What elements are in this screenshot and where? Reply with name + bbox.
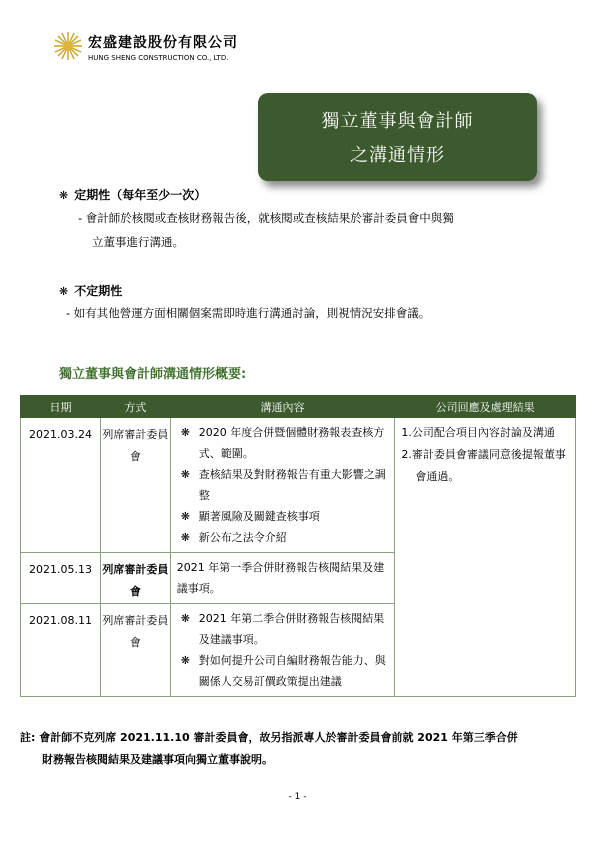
page-number: - 1 -: [288, 792, 307, 802]
list-item: [175, 506, 391, 527]
response-item-2: 2.審計委員會審議同意後提報董事會通過。: [401, 448, 566, 483]
flower-bullet-icon: ❋: [180, 531, 190, 544]
section-periodic-line2: 立董事進行溝通。: [92, 235, 184, 249]
list-item: [175, 422, 391, 464]
list-item: [175, 464, 391, 506]
flower-bullet-icon: ❋: [180, 468, 190, 481]
row-content: [170, 604, 395, 697]
flower-bullet-icon: ❋: [180, 654, 190, 667]
header-response: 公司回應及處理結果: [395, 396, 576, 418]
footnote: [20, 727, 568, 771]
row-date: 2021.03.24: [21, 418, 101, 553]
row-date: 2021.05.13: [21, 553, 101, 604]
header-date: 日期: [21, 396, 101, 418]
content-text: 2021 年第一季合併財務報告核閱結果及建議事項。: [176, 561, 385, 595]
content-item-text: 2021 年第二季合併財務報告核閱結果及建議事項。: [198, 612, 385, 646]
content-item-text: 對如何提升公司自編財務報告能力、與關係人交易訂價政策提出建議: [198, 654, 386, 688]
header-content: 溝通內容: [170, 396, 395, 418]
page-title-box: [258, 93, 537, 181]
content-item-text: 查核結果及對財務報告有重大影響之調整: [198, 468, 386, 502]
flower-bullet-icon: ❋: [59, 285, 69, 298]
section-adhoc-title: 不定期性: [74, 284, 123, 298]
communication-table: [20, 395, 576, 697]
content-item-text: 2020 年度合併暨個體財務報表查核方式、範圍。: [198, 426, 385, 460]
section-periodic-line1: - 會計師於核閱或查核財務報告後，就核閱或查核結果於審計委員會中與獨: [78, 211, 454, 225]
section-periodic-title: 定期性（每年至少一次）: [74, 188, 207, 202]
row-content: [170, 418, 395, 553]
row-method: 列席審計委員會: [100, 604, 170, 697]
row-date: 2021.08.11: [21, 604, 101, 697]
content-item-text: 顯著風險及關鍵查核事項: [198, 510, 320, 523]
company-name-en: HUNG SHENG CONSTRUCTION CO., LTD.: [88, 54, 229, 62]
row-method: 列席審計委員會: [100, 553, 170, 604]
content-item-text: 新公布之法令介紹: [198, 531, 287, 544]
list-item: [175, 527, 391, 548]
flower-bullet-icon: ❋: [180, 426, 190, 439]
flower-bullet-icon: ❋: [180, 612, 190, 625]
row-content: [170, 553, 395, 604]
row-method: 列席審計委員會: [100, 418, 170, 553]
section-periodic-heading: [59, 186, 206, 203]
footnote-line2: 財務報告核閱結果及建議事項向獨立董事說明。: [42, 753, 273, 766]
section-adhoc-line1: - 如有其他營運方面相關個案需即時進行溝通討論，則視情況安排會議。: [66, 306, 431, 320]
company-response-cell: [395, 418, 576, 697]
flower-bullet-icon: ❋: [180, 510, 190, 523]
response-item-1: 1.公司配合項目內容討論及溝通: [401, 426, 555, 439]
page-title-line1: 獨立董事與會計師: [321, 111, 474, 132]
list-item: [175, 650, 391, 692]
header-method: 方式: [100, 396, 170, 418]
page-title-line2: 之溝通情形: [350, 145, 445, 166]
section-adhoc-heading: [59, 282, 122, 299]
list-item: [175, 608, 391, 650]
flower-bullet-icon: ❋: [59, 189, 69, 202]
sunburst-logo-icon: [52, 30, 84, 62]
footnote-line1: 註: 會計師不克列席 2021.11.10 審計委員會，故另指派專人於審計委員會前就 2021 年第三季合併: [20, 731, 518, 744]
table-header-row: [21, 396, 576, 418]
table-row: [21, 418, 576, 553]
company-name-cn: 宏盛建設股份有限公司: [88, 35, 238, 51]
overview-title: 獨立董事與會計師溝通情形概要:: [59, 367, 247, 382]
